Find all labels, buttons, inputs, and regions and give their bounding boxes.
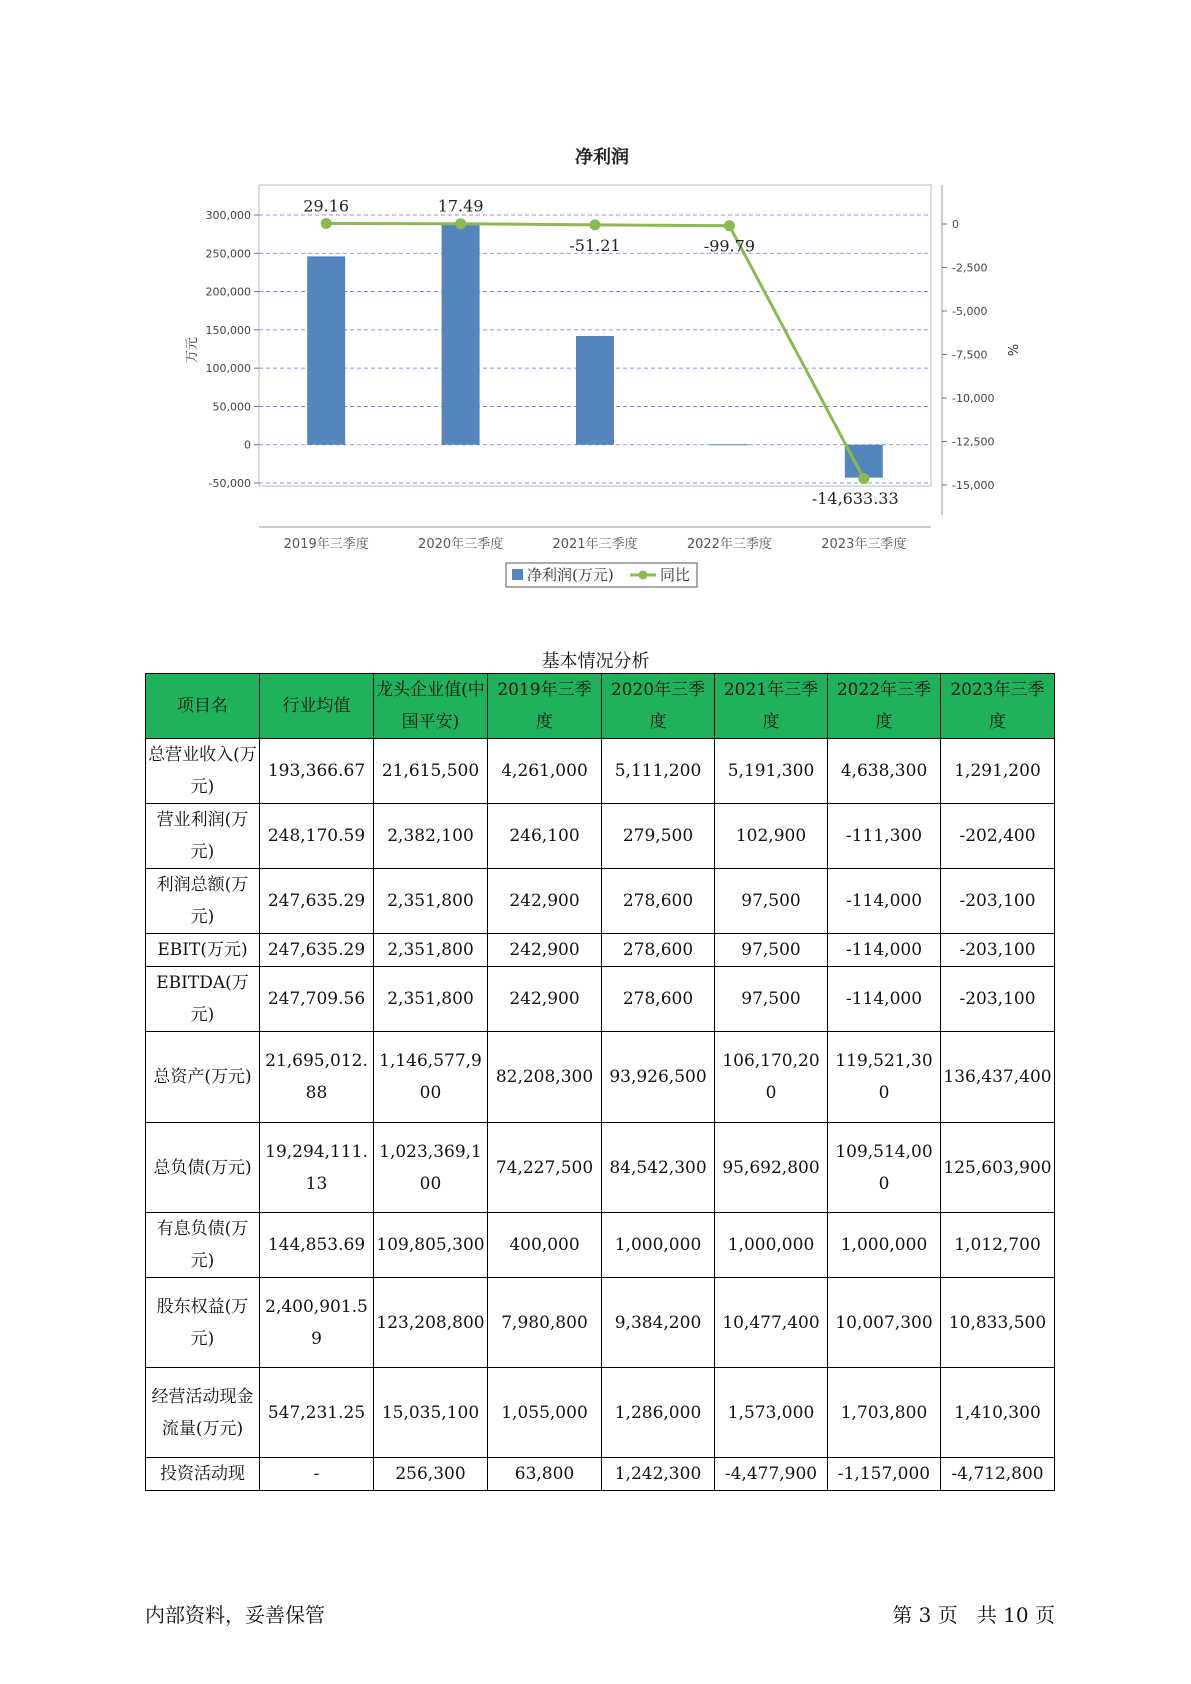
table-cell: 256,300 [374,1458,488,1491]
table-cell: 242,900 [488,967,602,1032]
column-header: 行业均值 [260,674,374,739]
table-row [146,1368,1055,1458]
footer-page-number: 第 3 页 共 10 页 [892,1603,1055,1627]
yoy-point [858,473,869,484]
table-row [146,869,1055,934]
table-cell: 123,208,800 [374,1278,488,1368]
table-row [146,1123,1055,1213]
table-row [146,1213,1055,1278]
legend-bar-swatch [512,569,523,580]
table-cell: -203,100 [941,869,1055,934]
table-cell: 1,242,300 [602,1458,715,1491]
table-body [146,739,1055,1491]
bar [845,445,883,478]
table-cell: 10,477,400 [715,1278,828,1368]
table-cell: -202,400 [941,804,1055,869]
table-cell: 5,191,300 [715,739,828,804]
legend-line-label: 同比 [660,566,691,584]
table-cell: 547,231.25 [260,1368,374,1458]
table-cell: -114,000 [828,934,941,967]
table-cell: -203,100 [941,934,1055,967]
y-left-tick-label: -50,000 [208,477,251,490]
yoy-point [724,220,735,231]
column-header: 2022年三季度 [828,674,941,739]
table-cell: - [260,1458,374,1491]
basic-analysis-table [145,673,1055,1491]
row-label: 利润总额(万元) [146,869,260,934]
y-right-tick-label: -2,500 [952,261,988,275]
table-cell: 10,007,300 [828,1278,941,1368]
table-cell: 21,615,500 [374,739,488,804]
y-left-axis-label: 万元 [185,336,200,364]
table-cell: 4,261,000 [488,739,602,804]
yoy-data-label: 29.16 [303,196,350,216]
table-cell: 7,980,800 [488,1278,602,1368]
table-cell: 106,170,200 [715,1032,828,1123]
table-header [146,674,1055,739]
column-header: 2019年三季度 [488,674,602,739]
table-cell: -114,000 [828,967,941,1032]
table-cell: 144,853.69 [260,1213,374,1278]
y-left-tick-label: 150,000 [205,323,251,337]
row-label: 营业利润(万元) [146,804,260,869]
table-row [146,804,1055,869]
table-cell: 1,703,800 [828,1368,941,1458]
table-row [146,1278,1055,1368]
table-cell: 9,384,200 [602,1278,715,1368]
bar [710,444,748,445]
column-header: 2021年三季度 [715,674,828,739]
x-tick-label: 2019年三季度 [283,537,369,552]
table-cell: 1,012,700 [941,1213,1055,1278]
table-cell: 2,351,800 [374,869,488,934]
header-row [146,674,1055,739]
table-cell: -4,712,800 [941,1458,1055,1491]
table-cell: 102,900 [715,804,828,869]
column-header: 2023年三季度 [941,674,1055,739]
y-left-tick-label: 50,000 [212,400,251,414]
y-left-tick-label: 100,000 [205,362,251,376]
y-right-tick-label: -5,000 [952,305,988,318]
table-cell: 242,900 [488,869,602,934]
table-cell: 97,500 [715,967,828,1032]
x-tick-label: 2020年三季度 [418,537,504,552]
table-cell: 97,500 [715,934,828,967]
table-cell: 278,600 [602,869,715,934]
footer-confidential-note: 内部资料，妥善保管 [145,1603,325,1627]
table-cell: 1,291,200 [941,739,1055,804]
row-label: 总营业收入(万元) [146,739,260,804]
table-cell: -111,300 [828,804,941,869]
bar [307,256,345,444]
table-cell: 95,692,800 [715,1123,828,1213]
table-cell: 193,366.67 [260,739,374,804]
row-label: 总负债(万元) [146,1123,260,1213]
yoy-point [455,218,466,229]
x-tick-label: 2023年三季度 [821,537,907,552]
yoy-data-label: -51.21 [569,235,621,255]
table-cell: 242,900 [488,934,602,967]
table-row [146,934,1055,967]
table-cell: 279,500 [602,804,715,869]
table-cell: 5,111,200 [602,739,715,804]
table-cell: 82,208,300 [488,1032,602,1123]
yoy-data-label: 17.49 [437,196,484,216]
column-header: 龙头企业值(中国平安) [374,674,488,739]
table-cell: 19,294,111.13 [260,1123,374,1213]
table-cell: 109,805,300 [374,1213,488,1278]
table-cell: -4,477,900 [715,1458,828,1491]
table-row [146,967,1055,1032]
table-cell: 2,351,800 [374,967,488,1032]
yoy-data-label: -14,633.33 [811,489,899,508]
bar [576,336,614,445]
row-label: 总资产(万元) [146,1032,260,1123]
table-cell: 1,410,300 [941,1368,1055,1458]
table-cell: 93,926,500 [602,1032,715,1123]
y-right-tick-label: -12,500 [952,435,995,449]
row-label: 投资活动现 [146,1458,260,1491]
yoy-point [321,218,332,229]
table-cell: 1,000,000 [715,1213,828,1278]
chart-svg [0,0,1191,600]
row-label: 有息负债(万元) [146,1213,260,1278]
row-label: 经营活动现金流量(万元) [146,1368,260,1458]
table-cell: 247,635.29 [260,934,374,967]
table-cell: 1,146,577,900 [374,1032,488,1123]
column-header: 2020年三季度 [602,674,715,739]
y-right-tick-label: 0 [952,218,959,231]
table-cell: 21,695,012.88 [260,1032,374,1123]
table-cell: 278,600 [602,934,715,967]
table-cell: 125,603,900 [941,1123,1055,1213]
table-cell: 247,635.29 [260,869,374,934]
table-cell: -1,157,000 [828,1458,941,1491]
table-cell: 2,351,800 [374,934,488,967]
y-right-tick-label: -10,000 [952,392,995,405]
table-cell: 109,514,000 [828,1123,941,1213]
y-left-tick-label: 0 [244,438,251,452]
table-cell: 2,382,100 [374,804,488,869]
table-row [146,1032,1055,1123]
table-cell: 400,000 [488,1213,602,1278]
table-cell: 4,638,300 [828,739,941,804]
table-cell: 1,055,000 [488,1368,602,1458]
x-tick-label: 2021年三季度 [552,537,638,552]
net-profit-chart [0,0,1191,600]
table-cell: 1,573,000 [715,1368,828,1458]
table-cell: 278,600 [602,967,715,1032]
table-caption: 基本情况分析 [541,651,650,672]
table-cell: 97,500 [715,869,828,934]
table-cell: 1,286,000 [602,1368,715,1458]
table-cell: 1,023,369,100 [374,1123,488,1213]
y-right-tick-label: -15,000 [952,479,995,492]
table-cell: 136,437,400 [941,1032,1055,1123]
legend-line-marker [639,571,648,580]
yoy-point [590,219,601,230]
row-label: 股东权益(万元) [146,1278,260,1368]
y-right-tick-label: -7,500 [952,348,988,362]
table-cell: 248,170.59 [260,804,374,869]
chart-title: 净利润 [575,147,629,168]
table-cell: -114,000 [828,869,941,934]
table-cell: 84,542,300 [602,1123,715,1213]
table-cell: 74,227,500 [488,1123,602,1213]
table-row [146,1458,1055,1491]
row-label: EBIT(万元) [146,934,260,967]
x-tick-label: 2022年三季度 [686,537,772,552]
y-left-tick-label: 300,000 [205,209,251,222]
table-cell: 1,000,000 [602,1213,715,1278]
table-cell: -203,100 [941,967,1055,1032]
table-cell: 63,800 [488,1458,602,1491]
table-cell: 119,521,300 [828,1032,941,1123]
legend-bar-label: 净利润(万元) [527,566,614,584]
table-cell: 15,035,100 [374,1368,488,1458]
bar [442,223,480,444]
y-left-tick-label: 200,000 [205,285,251,299]
yoy-data-label: -99.79 [703,236,756,256]
table-cell: 246,100 [488,804,602,869]
table-cell: 247,709.56 [260,967,374,1032]
table-cell: 1,000,000 [828,1213,941,1278]
y-left-tick-label: 250,000 [205,247,251,261]
y-right-axis-label: % [1004,343,1019,357]
table-row [146,739,1055,804]
table-cell: 2,400,901.59 [260,1278,374,1368]
row-label: EBITDA(万元) [146,967,260,1032]
column-header: 项目名 [146,674,260,739]
table-cell: 10,833,500 [941,1278,1055,1368]
